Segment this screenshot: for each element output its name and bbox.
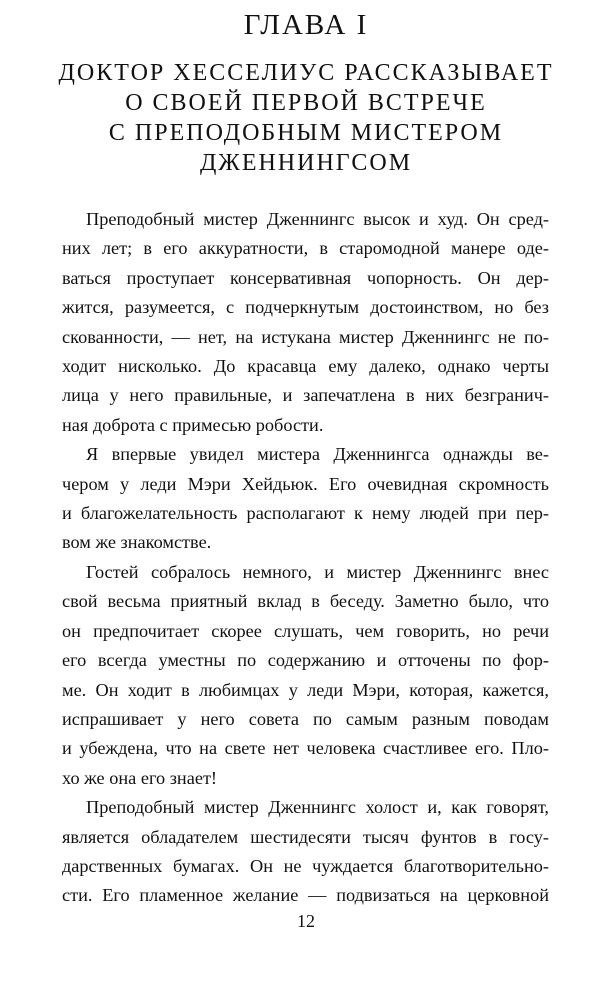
text-line: дарственных бумагах. Он не чуждается благотворительно- (62, 855, 549, 876)
text-line: испрашивает у него совета по самым разным поводам (62, 708, 549, 729)
text-line: Преподобный мистер Дженнингс высок и худ. Он сред- (86, 209, 549, 229)
text-line: он предпочитает скорее слушать, чем говорить, но речи (62, 620, 549, 641)
text-line: скованности, — нет, на истукана мистер Дженнингс не по- (62, 326, 549, 347)
text-line: жится, разумеется, с подчеркнутым достоинством, но без (62, 297, 549, 318)
text-line: его всегда уместны по содержанию и отточены по фор- (62, 650, 549, 671)
page-number: 12 (297, 911, 315, 931)
body-text (62, 205, 549, 911)
subtitle-line: ДОКТОР ХЕССЕЛИУС РАССКАЗЫВАЕТ (58, 60, 554, 86)
text-line: лица у него правильные, и запечатлена в них безгранич- (62, 385, 549, 406)
text-line: Гостей собралось немного, и мистер Дженнингс внес (86, 561, 549, 582)
text-line: чером у леди Мэри Хейдьюк. Его очевидная скромность (62, 473, 549, 494)
chapter-subtitle (40, 58, 572, 178)
text-line: и убеждена, что на свете нет человека счастливее его. Пло- (62, 738, 549, 759)
subtitle-line: С ПРЕПОДОБНЫМ МИСТЕРОМ (108, 120, 504, 146)
subtitle-line: О СВОЕЙ ПЕРВОЙ ВСТРЕЧЕ (125, 90, 487, 116)
text-line: сти. Его пламенное желание — подвизаться на церковной (62, 885, 549, 906)
chapter-title: ГЛАВА I (243, 9, 369, 41)
subtitle-line: ДЖЕННИНГСОМ (199, 150, 413, 176)
text-line: и благожелательность располагают к нему людей при пер- (62, 503, 549, 524)
text-line: ваться проступает консервативная чопорность. Он дер- (62, 267, 549, 288)
text-line: ная доброта с примесью робости. (62, 414, 324, 435)
text-line: Я впервые увидел мистера Дженнингса однажды ве- (86, 444, 549, 465)
text-line: ходит нисколько. До красавца ему далеко, однако черты (62, 356, 549, 377)
text-line: вом же знакомстве. (62, 532, 212, 553)
text-line: них лет; в его аккуратности, в старомодной манере оде- (62, 238, 549, 259)
text-line: свой весьма приятный вклад в беседу. Заметно было, что (62, 591, 549, 612)
text-line: Преподобный мистер Дженнингс холост и, как говорят, (86, 797, 549, 818)
text-line: ме. Он ходит в любимцах у леди Мэри, которая, кажется, (62, 679, 549, 700)
text-line: является обладателем шестидесяти тысяч фунтов в госу- (62, 826, 549, 847)
text-line: хо же она его знает! (62, 767, 218, 788)
